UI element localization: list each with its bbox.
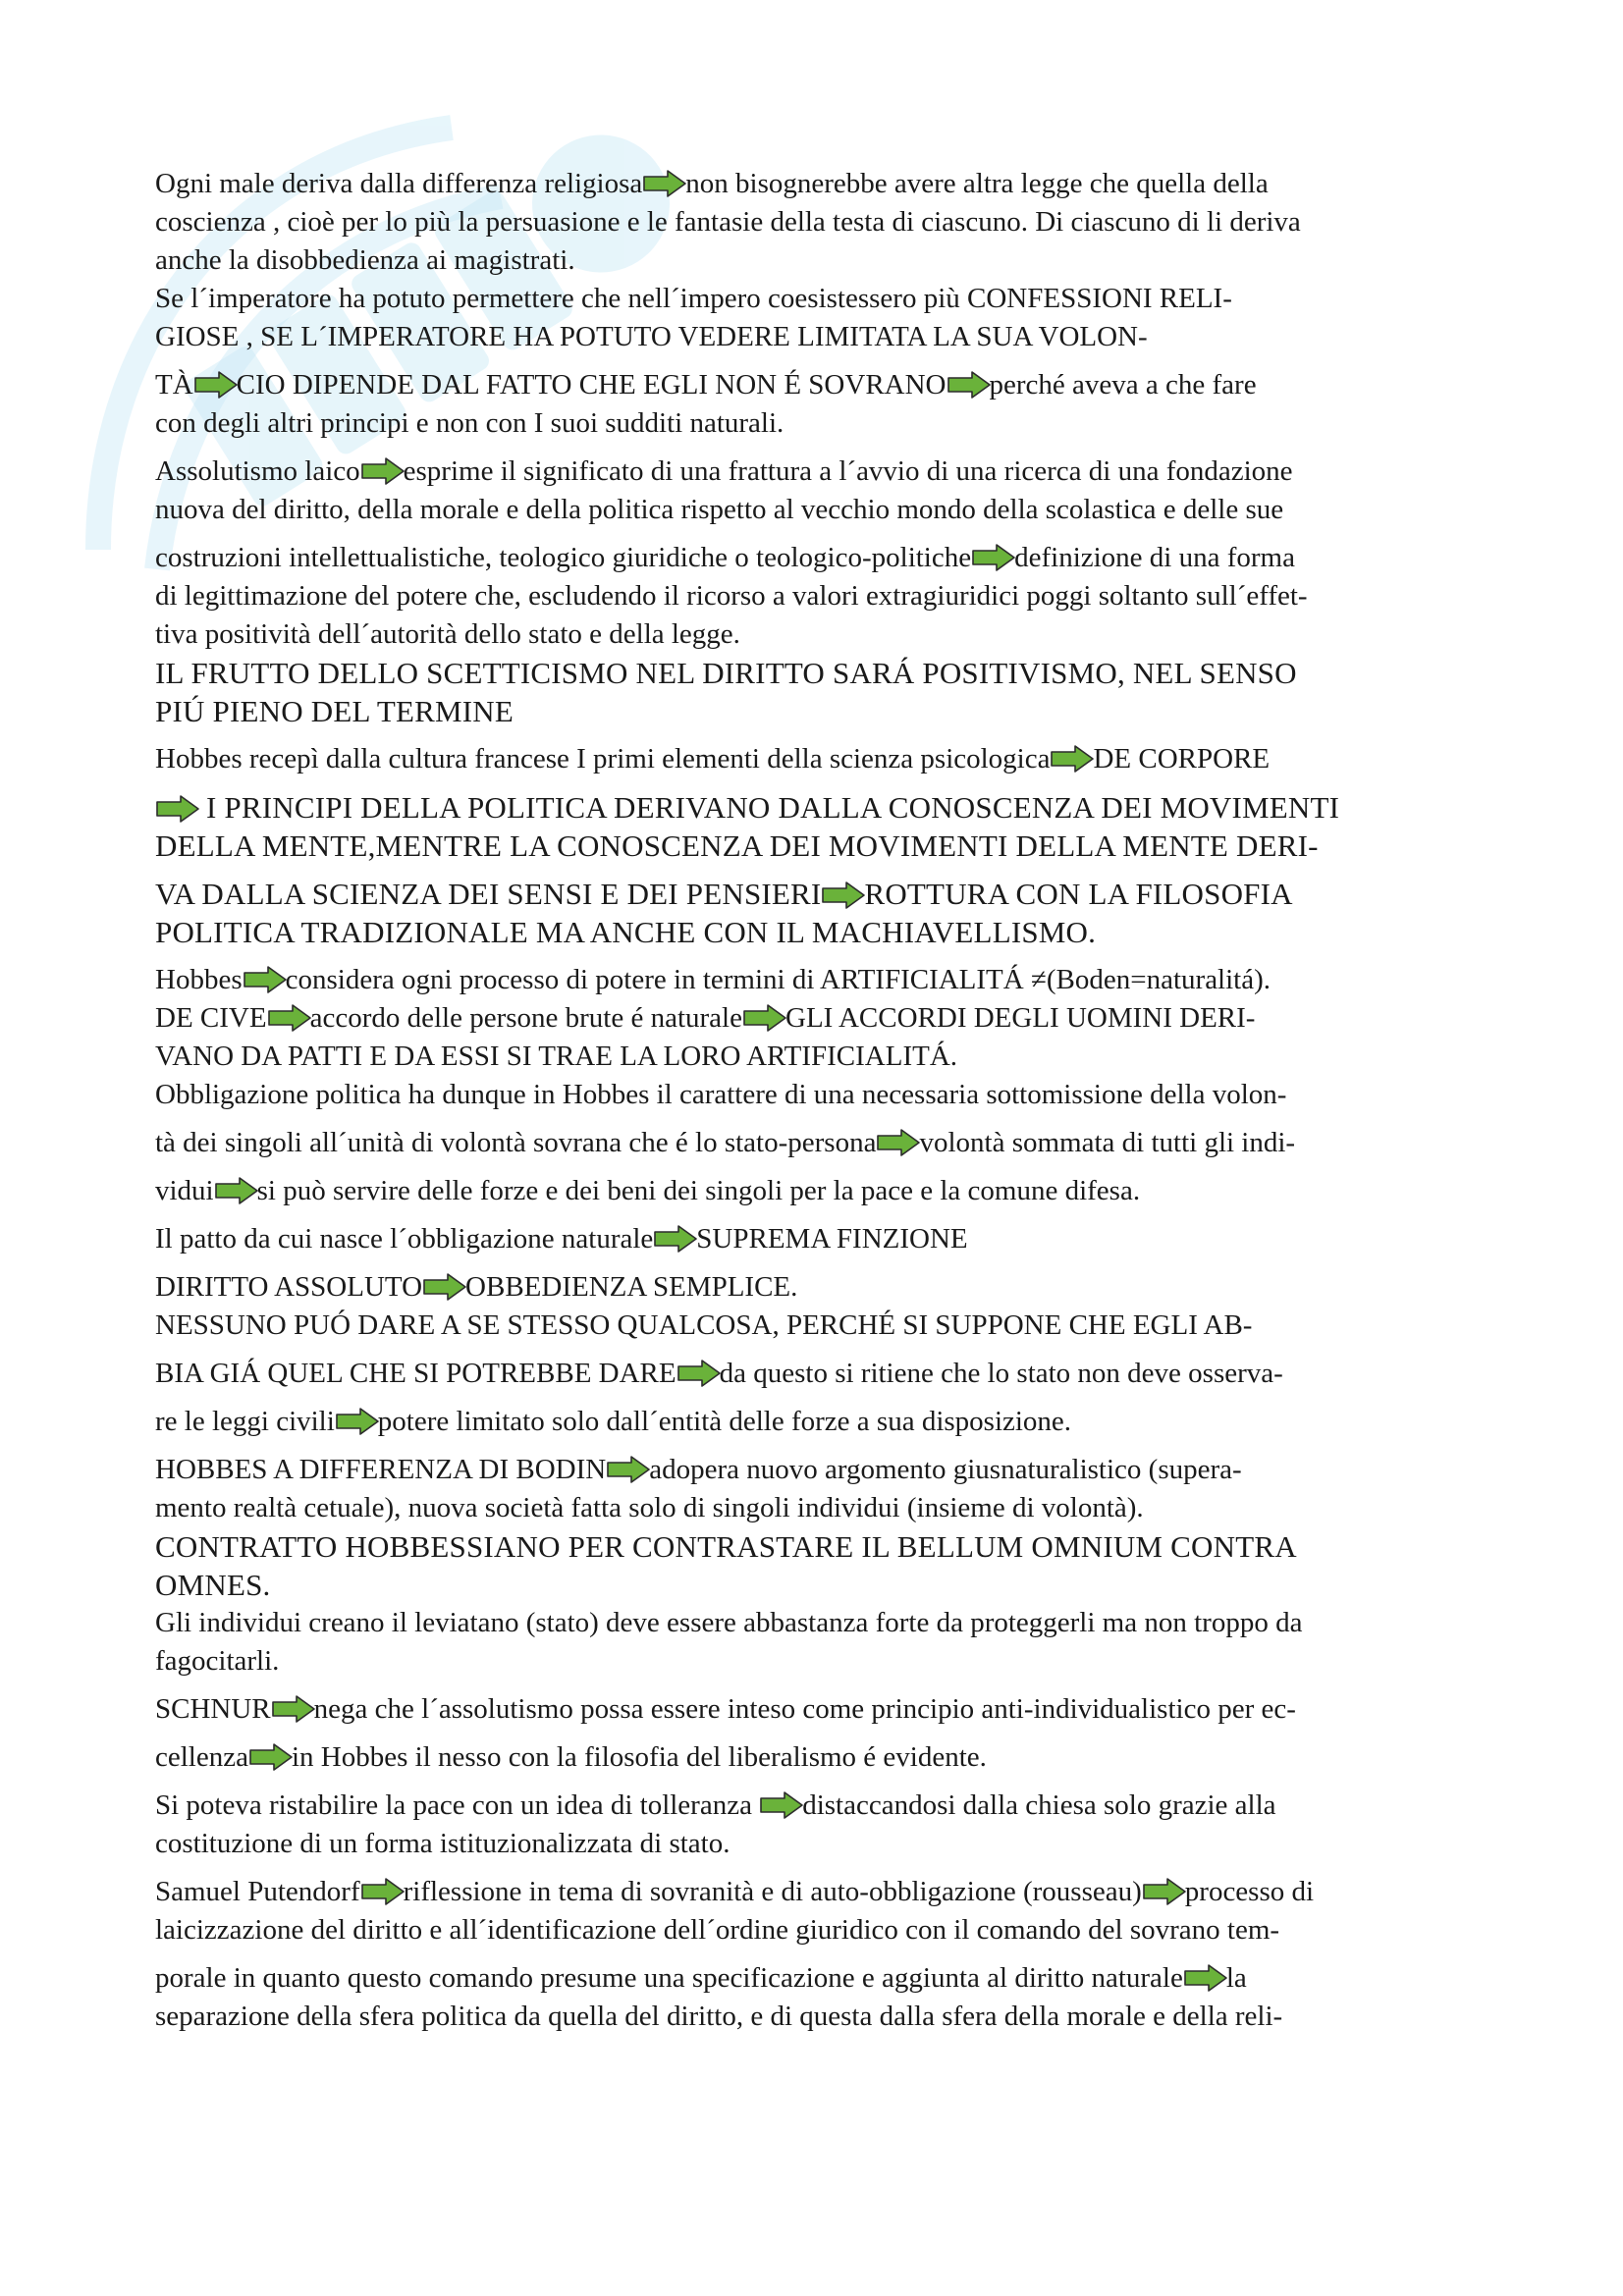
text-segment: adopera nuovo argomento giusnaturalistico (supera-: [649, 1454, 1242, 1485]
right-arrow-icon: [676, 1359, 722, 1388]
text-segment: Se l´imperatore ha potuto permettere che nell´impero coesistessero più CONFESSIONI RELI-: [155, 283, 1232, 314]
text-segment: processo di: [1184, 1876, 1315, 1907]
text-segment: da questo si ritiene che lo stato non deve osserva-: [719, 1358, 1283, 1389]
text-line: [155, 1566, 1481, 1604]
text-line: [155, 366, 1481, 404]
text-segment: DE CORPORE: [1093, 743, 1271, 774]
text-segment: DIRITTO ASSOLUTO: [155, 1271, 423, 1303]
text-segment: fagocitarli.: [155, 1645, 280, 1677]
right-arrow-icon: [821, 881, 866, 910]
text-line: [155, 1451, 1481, 1489]
text-segment: porale in quanto questo comando presume una specificazione e aggiunta al diritto naturale: [155, 1962, 1183, 1994]
text-line: [155, 1998, 1481, 2036]
text-segment: NESSUNO PUÓ DARE A SE STESSO QUALCOSA, PERCHÉ SI SUPPONE CHE EGLI AB-: [155, 1309, 1253, 1341]
text-line: [155, 577, 1481, 615]
text-segment: costituzione di un forma istituzionalizzata di stato.: [155, 1828, 730, 1859]
right-arrow-icon: [271, 1694, 316, 1724]
right-arrow-icon: [360, 1877, 406, 1906]
text-segment: DE CIVE: [155, 1002, 267, 1034]
text-line: [155, 1642, 1481, 1681]
text-segment: tiva positività dell´autorità dello stato e della legge.: [155, 618, 740, 650]
text-segment: costruzioni intellettualistiche, teologico giuridiche o teologico-politiche: [155, 542, 972, 573]
text-line: [155, 1076, 1481, 1114]
text-segment: OBBEDIENZA SEMPLICE.: [465, 1271, 798, 1303]
right-arrow-icon: [243, 965, 288, 994]
right-arrow-icon: [971, 543, 1016, 572]
text-line: [155, 999, 1481, 1038]
right-arrow-icon: [422, 1272, 467, 1302]
text-segment: Assolutismo laico: [155, 455, 360, 487]
text-line: [155, 1738, 1481, 1777]
text-line: [155, 1787, 1481, 1825]
text-segment: ROTTURA CON LA FILOSOFIA: [864, 877, 1293, 911]
text-segment: Si poteva ristabilire la pace con un idea di tolleranza: [155, 1789, 760, 1821]
text-segment: potere limitato solo dall´entità delle forze a sua disposizione.: [377, 1406, 1072, 1437]
text-line: [155, 491, 1481, 529]
text-segment: distaccandosi dalla chiesa solo grazie alla: [802, 1789, 1276, 1821]
text-line: [155, 1355, 1481, 1393]
text-segment: SUPREMA FINZIONE: [696, 1223, 968, 1255]
right-arrow-icon: [193, 370, 239, 400]
text-segment: VANO DA PATTI E DA ESSI SI TRAE LA LORO ARTIFICIALITÁ.: [155, 1041, 958, 1072]
right-arrow-icon: [1050, 744, 1095, 774]
right-arrow-icon: [267, 1003, 312, 1033]
text-line: [155, 1268, 1481, 1307]
text-segment: accordo delle persone brute é naturale: [309, 1002, 742, 1034]
text-segment: re le leggi civili: [155, 1406, 335, 1437]
right-arrow-icon: [214, 1176, 259, 1205]
right-arrow-icon: [759, 1790, 804, 1820]
right-arrow-icon: [606, 1455, 651, 1484]
text-line: [155, 404, 1481, 443]
text-line: [155, 913, 1481, 951]
text-line: [155, 539, 1481, 577]
right-arrow-icon: [653, 1224, 698, 1254]
text-segment: nuova del diritto, della morale e della politica rispetto al vecchio mondo della scolastica e delle sue: [155, 494, 1284, 525]
text-segment: GIOSE , SE L´IMPERATORE HA POTUTO VEDERE LIMITATA LA SUA VOLON-: [155, 321, 1148, 352]
text-segment: Obbligazione politica ha dunque in Hobbes il carattere di una necessaria sottomissione della volon-: [155, 1079, 1287, 1110]
text-segment: GLI ACCORDI DEGLI UOMINI DERI-: [785, 1002, 1256, 1034]
right-arrow-icon: [360, 456, 406, 486]
text-segment: Hobbes recepì dalla cultura francese I primi elementi della scienza psicologica: [155, 743, 1051, 774]
text-line: [155, 615, 1481, 654]
text-segment: vidui: [155, 1175, 214, 1206]
text-line: [155, 961, 1481, 999]
text-line: [155, 875, 1481, 913]
text-line: [155, 453, 1481, 491]
text-segment: di legittimazione del potere che, escludendo il ricorso a valori extragiuridici poggi soltanto sull´effet-: [155, 580, 1308, 612]
text-line: [155, 1038, 1481, 1076]
text-line: [155, 1825, 1481, 1863]
text-segment: PIÚ PIENO DEL TERMINE: [155, 694, 514, 728]
text-segment: DELLA MENTE,MENTRE LA CONOSCENZA DEI MOVIMENTI DELLA MENTE DERI-: [155, 828, 1319, 863]
text-line: [155, 318, 1481, 356]
text-segment: in Hobbes il nesso con la filosofia del liberalismo é evidente.: [291, 1741, 987, 1773]
text-line: [155, 1959, 1481, 1998]
text-line: [155, 654, 1481, 692]
text-segment: non bisognerebbe avere altra legge che quella della: [685, 168, 1269, 199]
text-segment: CIO DIPENDE DAL FATTO CHE EGLI NON É SOVRANO: [236, 369, 947, 400]
text-line: [155, 1172, 1481, 1210]
text-line: [155, 740, 1481, 778]
text-segment: Il patto da cui nasce l´obbligazione naturale: [155, 1223, 654, 1255]
text-segment: Samuel Putendorf: [155, 1876, 360, 1907]
text-segment: si può servire delle forze e dei beni dei singoli per la pace e la comune difesa.: [256, 1175, 1141, 1206]
text-line: [155, 241, 1481, 280]
text-segment: Hobbes: [155, 964, 243, 995]
text-segment: HOBBES A DIFFERENZA DI BODIN: [155, 1454, 607, 1485]
right-arrow-icon: [876, 1128, 921, 1157]
right-arrow-icon: [1142, 1877, 1187, 1906]
text-segment: cellenza: [155, 1741, 248, 1773]
text-segment: POLITICA TRADIZIONALE MA ANCHE CON IL MACHIAVELLISMO.: [155, 915, 1097, 949]
text-line: [155, 1873, 1481, 1911]
right-arrow-icon: [947, 370, 992, 400]
text-line: [155, 1220, 1481, 1258]
text-line: [155, 692, 1481, 730]
text-segment: considera ogni processo di potere in termini di ARTIFICIALITÁ ≠(Boden=naturalitá).: [285, 964, 1271, 995]
text-segment: SCHNUR: [155, 1693, 271, 1725]
text-segment: separazione della sfera politica da quella del diritto, e di questa dalla sfera della morale e della reli-: [155, 2001, 1283, 2032]
text-segment: BIA GIÁ QUEL CHE SI POTREBBE DARE: [155, 1358, 676, 1389]
text-segment: la: [1225, 1962, 1247, 1994]
text-segment: tà dei singoli all´unità di volontà sovrana che é lo stato-persona: [155, 1127, 877, 1158]
text-segment: Ogni male deriva dalla differenza religiosa: [155, 168, 643, 199]
text-line: [155, 1124, 1481, 1162]
text-line: [155, 1604, 1481, 1642]
right-arrow-icon: [248, 1742, 294, 1772]
text-line: [155, 788, 1481, 827]
text-line: [155, 1307, 1481, 1345]
text-segment: mento realtà cetuale), nuova società fatta solo di singoli individui (insieme di volontà).: [155, 1492, 1144, 1523]
text-segment: Gli individui creano il leviatano (stato) deve essere abbastanza forte da proteggerli ma non troppo da: [155, 1607, 1303, 1638]
text-line: [155, 1527, 1481, 1566]
text-segment: riflessione in tema di sovranità e di auto-obbligazione (rousseau): [403, 1876, 1142, 1907]
text-segment: esprime il significato di una frattura a l´avvio di una ricerca di una fondazione: [403, 455, 1293, 487]
text-line: [155, 1690, 1481, 1729]
text-line: [155, 1489, 1481, 1527]
text-segment: anche la disobbedienza ai magistrati.: [155, 244, 575, 276]
text-segment: perché aveva a che fare: [989, 369, 1257, 400]
document-body: [155, 165, 1481, 2036]
text-line: [155, 1911, 1481, 1949]
right-arrow-icon: [335, 1407, 380, 1436]
text-segment: TÀ: [155, 369, 193, 400]
text-segment: coscienza , cioè per lo più la persuasione e le fantasie della testa di ciascuno. Di ciascuno di li deriva: [155, 206, 1301, 238]
right-arrow-icon: [1183, 1963, 1228, 1993]
right-arrow-icon: [155, 794, 200, 824]
right-arrow-icon: [742, 1003, 787, 1033]
text-segment: OMNES.: [155, 1568, 271, 1602]
text-segment: IL FRUTTO DELLO SCETTICISMO NEL DIRITTO SARÁ POSITIVISMO, NEL SENSO: [155, 656, 1297, 690]
text-line: [155, 203, 1481, 241]
text-segment: definizione di una forma: [1014, 542, 1295, 573]
text-line: [155, 1403, 1481, 1441]
text-segment: VA DALLA SCIENZA DEI SENSI E DEI PENSIERI: [155, 877, 822, 911]
text-segment: nega che l´assolutismo possa essere inteso come principio anti-individualistico per ec-: [313, 1693, 1296, 1725]
text-segment: con degli altri principi e non con I suoi sudditi naturali.: [155, 407, 784, 439]
text-line: [155, 165, 1481, 203]
text-segment: volontà sommata di tutti gli indi-: [919, 1127, 1296, 1158]
text-segment: I PRINCIPI DELLA POLITICA DERIVANO DALLA CONOSCENZA DEI MOVIMENTI: [198, 790, 1340, 825]
text-segment: CONTRATTO HOBBESSIANO PER CONTRASTARE IL BELLUM OMNIUM CONTRA: [155, 1529, 1297, 1564]
text-line: [155, 827, 1481, 865]
text-line: [155, 280, 1481, 318]
right-arrow-icon: [642, 169, 687, 198]
text-segment: laicizzazione del diritto e all´identificazione dell´ordine giuridico con il comando del sovrano tem-: [155, 1914, 1280, 1946]
